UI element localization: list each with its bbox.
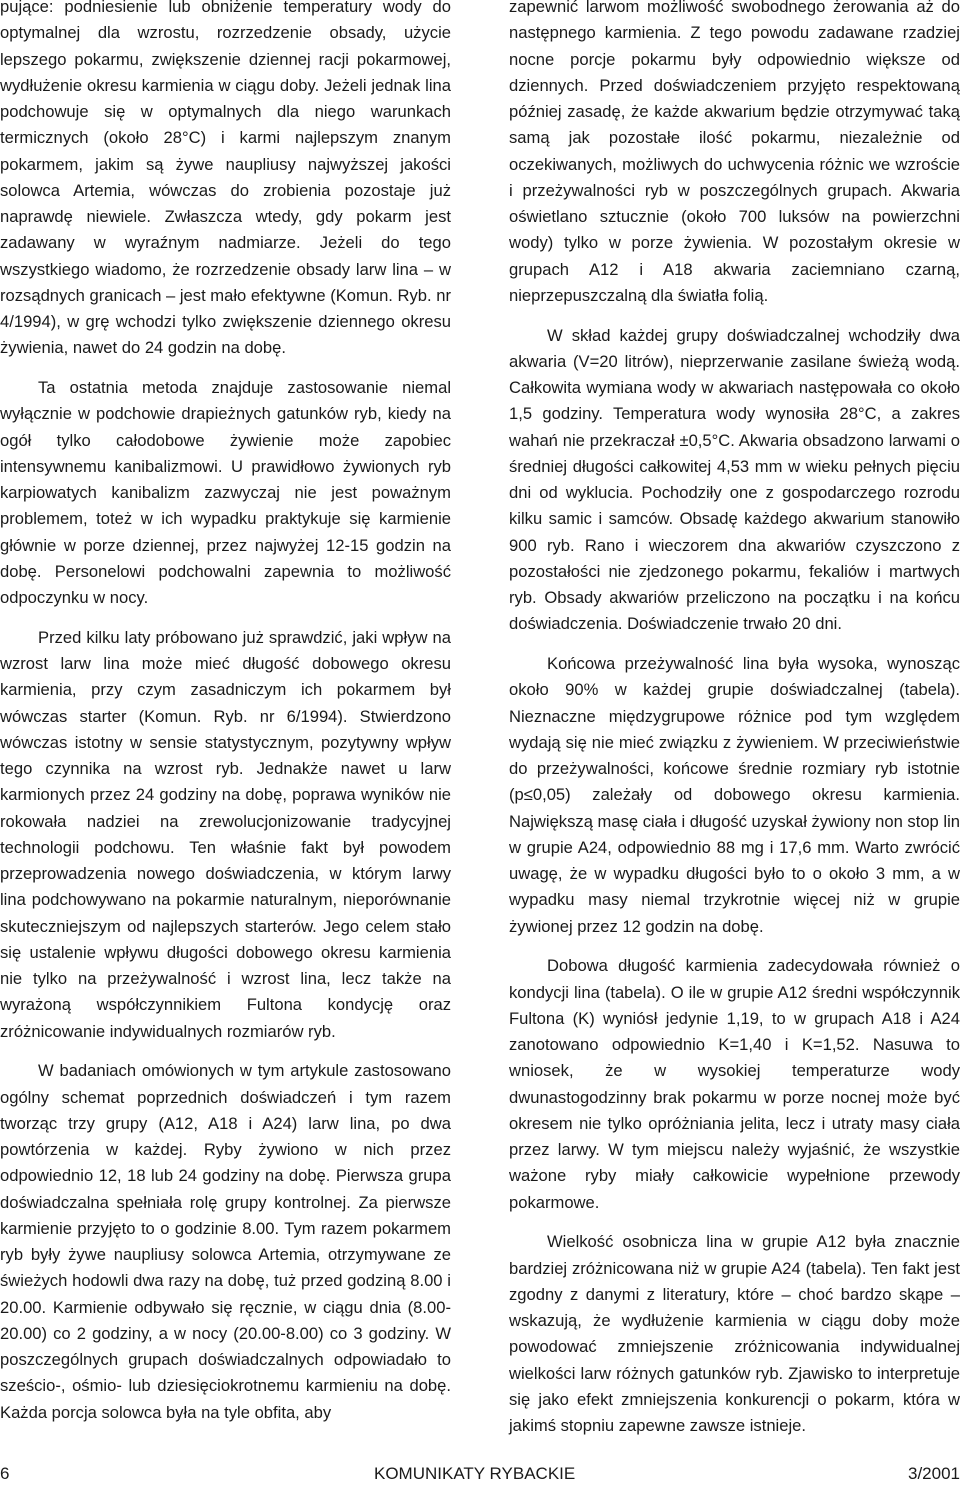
paragraph: zapewnić larwom możliwość swobodnego żerowania aż do następnego karmienia. Z tego powodu zadawane rzadziej nocne porcje pokarmu były odpowiednio większe od dziennych. Przed doświadczeniem przyjęto respektowaną później zasadę, że każde akwarium będzie otrzymywać taką samą jak pozostałe ilość pokarmu, niezależnie od oczekiwanych, możliwych do uchwycenia różnic we wzroście i przeżywalności ryb w poszczególnych grupach. Akwaria oświetlano sztucznie (około 700 luksów na powierzchni wody) tylko w porze żywienia. W pozostałym okresie w grupach A12 i A18 akwaria zaciemniano czarną, nieprzepuszczalną dla światła folią.: [509, 0, 960, 305]
paragraph: pujące: podniesienie lub obniżenie temperatury wody do optymalnej dla wzrostu, rozrzedzenie obsady, użycie lepszego pokarmu, zwiększenie dziennej racji pokarmowej, wydłużenie okresu karmienia w ciągu doby. Jeżeli jednak lina podchowuje się w optymalnych dla niego warunkach termicznych (około 28°C) i karmi najlepszym znanym pokarmem, jakim są żywe naupliusy najwyższej jakości solowca Artemia, wówczas do zrobienia pozostaje już naprawdę niewiele. Zwłaszcza wtedy, gdy pokarm jest zadawany w wyraźnym nadmiarze. Jeżeli do tego wszystkiego wiadomo, że rozrzedzenie obsady larw lina – w rozsądnych granicach – jest mało efektywne (Komun. Ryb. nr 4/1994), w grę wchodzi tylko zwiększenie dziennego okresu żywienia, nawet do 24 godzin na dobę.: [0, 0, 452, 358]
paragraph: Przed kilku laty próbowano już sprawdzić, jaki wpływ na wzrost larw lina może mieć długość dobowego okresu karmienia, przy czym zasadniczym ich pokarmem był wówczas starter (Komun. Ryb. nr 6/1994). Stwierdzono wówczas istotny w sensie statystycznym, pozytywny wpływ tego czynnika na wzrost ryb. Jednakże nawet u larw karmionych przez 24 godziny na dobę, poprawa wyników nie rokowała nadziei na zrewolucjonizowanie tradycyjnej technologii podchowu. Ten właśnie fakt był powodem przeprowadzenia nowego doświadczenia, w którym larwy lina podchowywano na pokarmie naturalnym, nieporównanie skuteczniejszym od najlepszych starterów. Jego celem stało się ustalenie wpływu długości dobowego okresu karmienia nie tylko na przeżywalność i wzrost lina, lecz także na wyrażoną współczynnikiem Fultona kondycję oraz zróżnicowanie indywidualnych rozmiarów ryb.: [0, 627, 451, 1041]
paragraph: Dobowa długość karmienia zadecydowała również o kondycji lina (tabela). O ile w grupie A12 średni współczynnik Fultona (K) wyniósł jedynie 1,19, to w grupach A18 i A24 zanotowano odpowiednio K=1,40 i K=1,52. Nasuwa to wniosek, że w wysokiej temperaturze wody dwunastogodzinny brak pokarmu w porze nocnej może być okresem nie tylko opróżniania jelita, lecz i utraty masy ciała przez larwy. W tym miejscu należy wyjaśnić, że wszystkie ważone ryby miały całkowicie wypełnione przewody pokarmowe.: [509, 956, 960, 1212]
page-number: 6: [0, 1464, 10, 1483]
paragraph: W skład każdej grupy doświadczalnej wchodziły dwa akwaria (V=20 litrów), nieprzerwanie zasilane świeżą wodą. Całkowita wymiana wody w akwariach następowała co około 1,5 godziny. Temperatura wody wynosiła 28°C, a zakres wahań nie przekraczał ±0,5°C. Akwaria obsadzono larwami o średniej długości całkowitej 4,53 mm w wieku pełnych pięciu dni od wyklucia. Pochodziły one z gospodarczego rozrodu kilku samic i samców. Obsadę każdego akwarium stanowiło 900 ryb. Rano i wieczorem dna akwariów czyszczono z pozostałości nie zjedzonego pokarmu, fekaliów i martwych ryb. Obsady akwariów przeliczono na początku i na końcu doświadczenia. Doświadczenie trwało 20 dni.: [509, 325, 960, 634]
paragraph: W badaniach omówionych w tym artykule zastosowano ogólny schemat poprzednich doświadczeń i tym razem tworząc trzy grupy (A12, A18 i A24) larw lina, po dwa powtórzenia w każdej. Ryby żywiono w nich przez odpowiednio 12, 18 lub 24 godziny na dobę. Pierwsza grupa doświadczalna spełniała rolę grupy kontrolnej. Za pierwsze karmienie przyjęto to o godzinie 8.00. Tym razem pokarmem ryb były żywe naupliusy solowca Artemia, otrzymywane ze świeżych hodowli dwa razy na dobę, tuż przed godziną 8.00 i 20.00. Karmienie odbywało się ręcznie, w ciągu dnia (8.00-20.00) co 2 godziny, a w nocy (20.00-8.00) co 3 godziny. W poszczególnych grupach doświadczalnych odpowiadało to sześcio-, ośmio- lub dziesięciokrotnemu karmieniu na dobę. Każda porcja solowca była na tyle obfita, aby: [0, 1061, 451, 1422]
paragraph: Końcowa przeżywalność lina była wysoka, wynosząc około 90% w każdej grupie doświadczalnej (tabela). Nieznaczne międzygrupowe różnice pod tym względem wydają się nie mieć związku z żywieniem. W przeciwieństwie do przeżywalności, końcowe średnie rozmiary ryb istotnie (p≤0,05) zależały od dobowego okresu karmienia. Największą masę ciała i długość uzyskał żywiony non stop lin w grupie A24, odpowiednio 88 mg i 17,6 mm. Warto zwrócić uwagę, że w wypadku długości było to o około 3 mm, a w wypadku masy niemal trzykrotnie więcej niż w grupie żywionej przez 12 godzin na dobę.: [509, 654, 960, 936]
right-text-column: [509, 0, 960, 1453]
page-footer: [0, 1464, 960, 1486]
left-text-column: [0, 0, 451, 1439]
paragraph: Ta ostatnia metoda znajduje zastosowanie niemal wyłącznie w podchowie drapieżnych gatunków ryb, kiedy na ogół tylko całodobowe żywienie może zapobiec intensywnemu kanibalizmowi. U prawidłowo żywionych ryb karpiowatych kanibalizm zazwyczaj nie jest poważnym problemem, toteż w ich wypadku praktykuje się karmienie głównie w porze dziennej, przez najwyżej 12-15 godzin na dobę. Personelowi podchowalni zapewnia to możliwość odpoczynku w nocy.: [0, 378, 451, 607]
journal-title: KOMUNIKATY RYBACKIE: [374, 1464, 576, 1483]
issue-number: 3/2001: [908, 1464, 960, 1483]
paragraph: Wielkość osobnicza lina w grupie A12 była znacznie bardziej zróżnicowana niż w grupie A24 (tabela). Ten fakt jest zgodny z danymi z literatury, które – choć bardzo skąpe – wskazują, że wydłużenie karmienia w ciągu doby może powodować zmniejszenie zróżnicowania indywidualnej wielkości larw różnych gatunków ryb. Zjawisko to interpretuje się jako efekt zmniejszenia konkurencji o pokarm, która w jakimś stopniu zapewne zawsze istnieje.: [509, 1232, 960, 1435]
